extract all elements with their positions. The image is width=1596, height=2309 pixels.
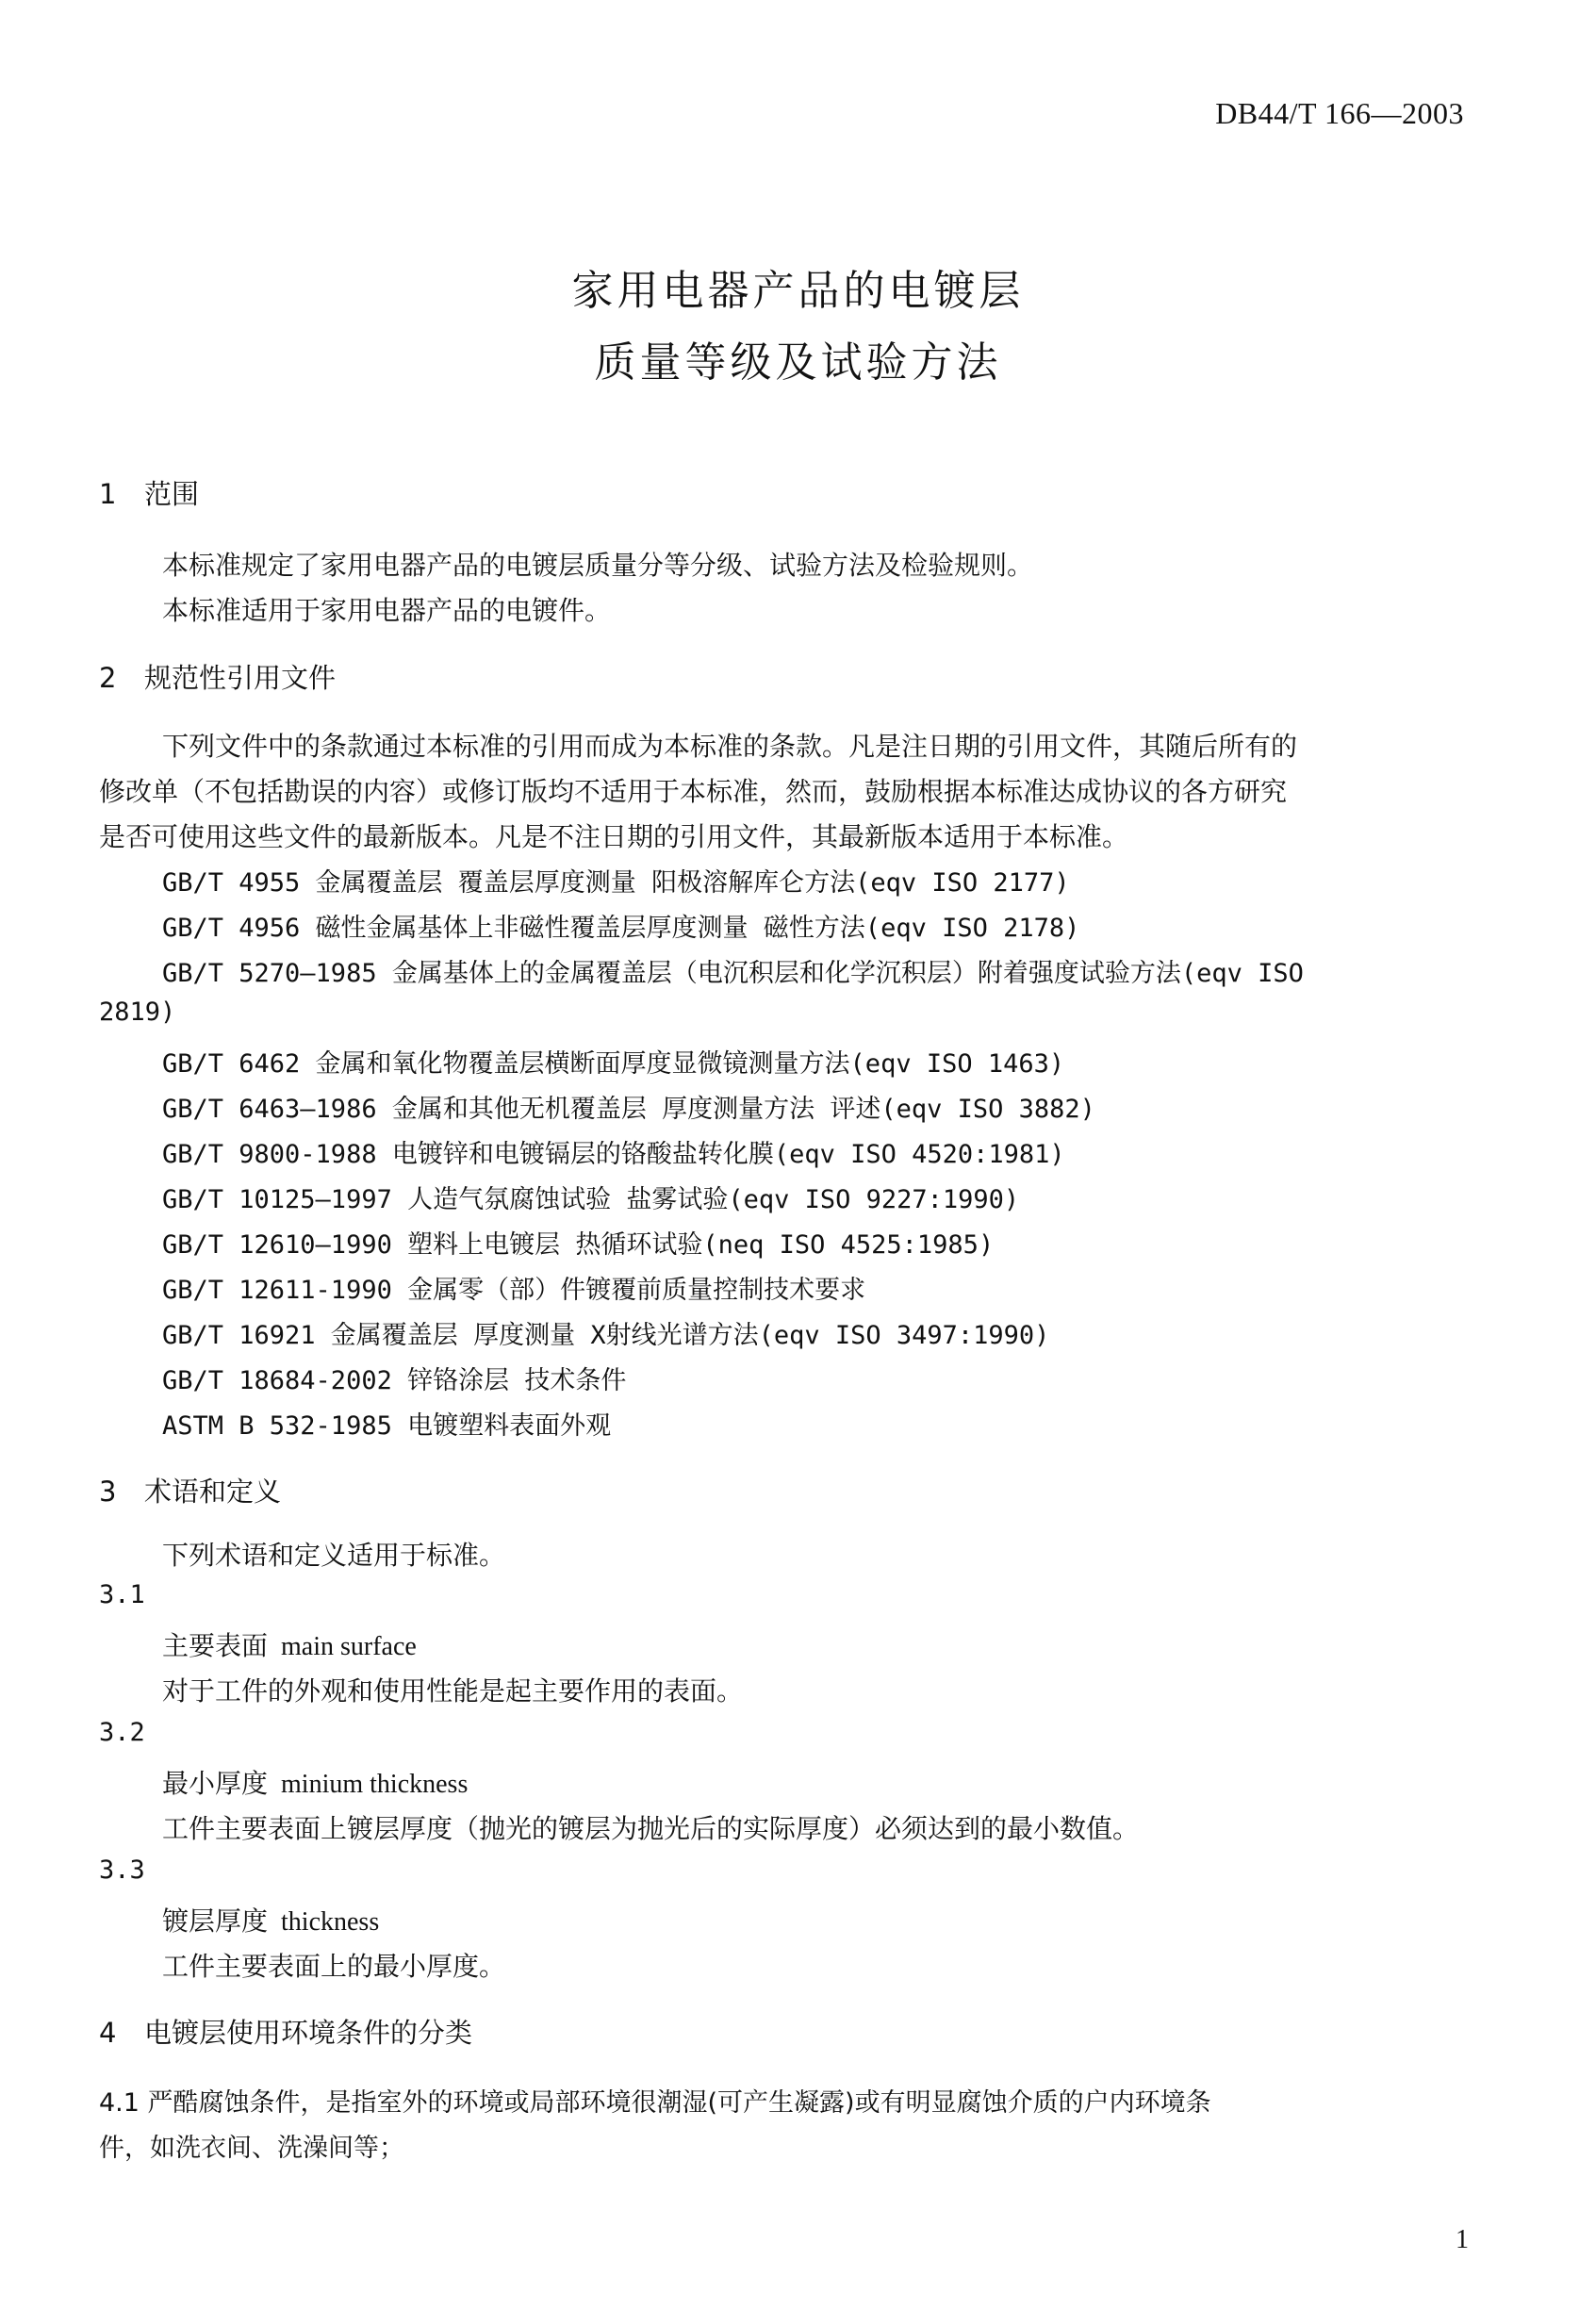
reference-item: GB/T 4956 磁性金属基体上非磁性覆盖层厚度测量 磁性方法(eqv ISO 2178): [162, 914, 1080, 943]
document-code: DB44/T 166—2003: [1215, 96, 1464, 130]
section-title: 电镀层使用环境条件的分类: [144, 2017, 473, 2049]
clause-number: 3.2: [99, 1718, 145, 1747]
section-number: 4: [99, 2017, 117, 2049]
term-definition: 对于工件的外观和使用性能是起主要作用的表面。: [162, 1675, 744, 1707]
paragraph: 是否可使用这些文件的最新版本。凡是不注日期的引用文件，其最新版本适用于本标准。: [99, 821, 1129, 852]
page-number: 1: [1456, 2225, 1469, 2254]
paragraph: 本标准规定了家用电器产品的电镀层质量分等分级、试验方法及检验规则。: [162, 550, 1034, 581]
paragraph: 修改单（不包括勘误的内容）或修订版均不适用于本标准，然而，鼓励根据本标准达成协议的各方研究: [99, 776, 1288, 807]
reference-item: ASTM B 532-1985 电镀塑料表面外观: [162, 1411, 612, 1441]
section-number: 2: [99, 662, 117, 694]
term-definition: 工件主要表面上的最小厚度。: [162, 1951, 506, 1982]
term-entry: [162, 1901, 379, 1938]
term-chinese: 镀层厚度: [162, 1905, 269, 1937]
reference-item: GB/T 6462 金属和氧化物覆盖层横断面厚度显微镜测量方法(eqv ISO 1463): [162, 1049, 1065, 1079]
reference-item: GB/T 12610—1990 塑料上电镀层 热循环试验(neq ISO 4525:1985): [162, 1230, 995, 1260]
clause-number: 3.3: [99, 1855, 145, 1885]
section-2-heading: [99, 657, 336, 696]
reference-item: GB/T 9800-1988 电镀锌和电镀镉层的铬酸盐转化膜(eqv ISO 4520:1981): [162, 1140, 1065, 1169]
reference-item: GB/T 10125—1997 人造气氛腐蚀试验 盐雾试验(eqv ISO 9227:1990): [162, 1185, 1020, 1214]
paragraph: 下列文件中的条款通过本标准的引用而成为本标准的条款。凡是注日期的引用文件，其随后所有的: [162, 731, 1298, 762]
clause-4-1: 4.1 严酷腐蚀条件，是指室外的环境或局部环境很潮湿(可产生凝露)或有明显腐蚀介质的户内环境条: [99, 2088, 1211, 2118]
term-entry: [162, 1763, 468, 1801]
section-title: 术语和定义: [144, 1476, 282, 1508]
document-title-line-1: 家用电器产品的电镀层: [571, 267, 1025, 315]
section-4-heading: [99, 2012, 472, 2051]
reference-item: GB/T 12611-1990 金属零（部）件镀覆前质量控制技术要求: [162, 1276, 866, 1305]
reference-item: GB/T 5270—1985 金属基体上的金属覆盖层（电沉积层和化学沉积层）附着强度试验方法(eqv ISO: [162, 959, 1304, 988]
reference-item: GB/T 18684-2002 锌铬涂层 技术条件: [162, 1366, 627, 1395]
term-chinese: 主要表面: [162, 1630, 269, 1661]
term-english: thickness: [281, 1907, 380, 1937]
term-entry: [162, 1625, 417, 1663]
clause-4-1-continuation: 件，如洗衣间、洗澡间等；: [99, 2134, 404, 2163]
section-1-heading: [99, 473, 199, 512]
term-english: minium thickness: [281, 1770, 469, 1799]
reference-item-continuation: 2819): [99, 998, 176, 1027]
section-title: 范围: [144, 478, 200, 510]
section-3-heading: [99, 1471, 281, 1509]
reference-item: GB/T 4955 金属覆盖层 覆盖层厚度测量 阳极溶解库仑方法(eqv ISO 2177): [162, 868, 1070, 898]
paragraph: 本标准适用于家用电器产品的电镀件。: [162, 595, 612, 626]
term-english: main surface: [281, 1632, 417, 1661]
term-definition: 工件主要表面上镀层厚度（抛光的镀层为抛光后的实际厚度）必须达到的最小数值。: [162, 1813, 1140, 1844]
section-number: 3: [99, 1476, 117, 1508]
reference-item: GB/T 16921 金属覆盖层 厚度测量 X射线光谱方法(eqv ISO 3497:1990): [162, 1321, 1050, 1350]
document-title-line-2: 质量等级及试验方法: [594, 338, 1002, 387]
paragraph: 下列术语和定义适用于标准。: [162, 1540, 506, 1571]
clause-number: 3.1: [99, 1580, 145, 1609]
reference-item: GB/T 6463—1986 金属和其他无机覆盖层 厚度测量方法 评述(eqv ISO 3882): [162, 1095, 1095, 1124]
term-chinese: 最小厚度: [162, 1768, 269, 1799]
section-title: 规范性引用文件: [144, 662, 337, 694]
section-number: 1: [99, 478, 117, 510]
